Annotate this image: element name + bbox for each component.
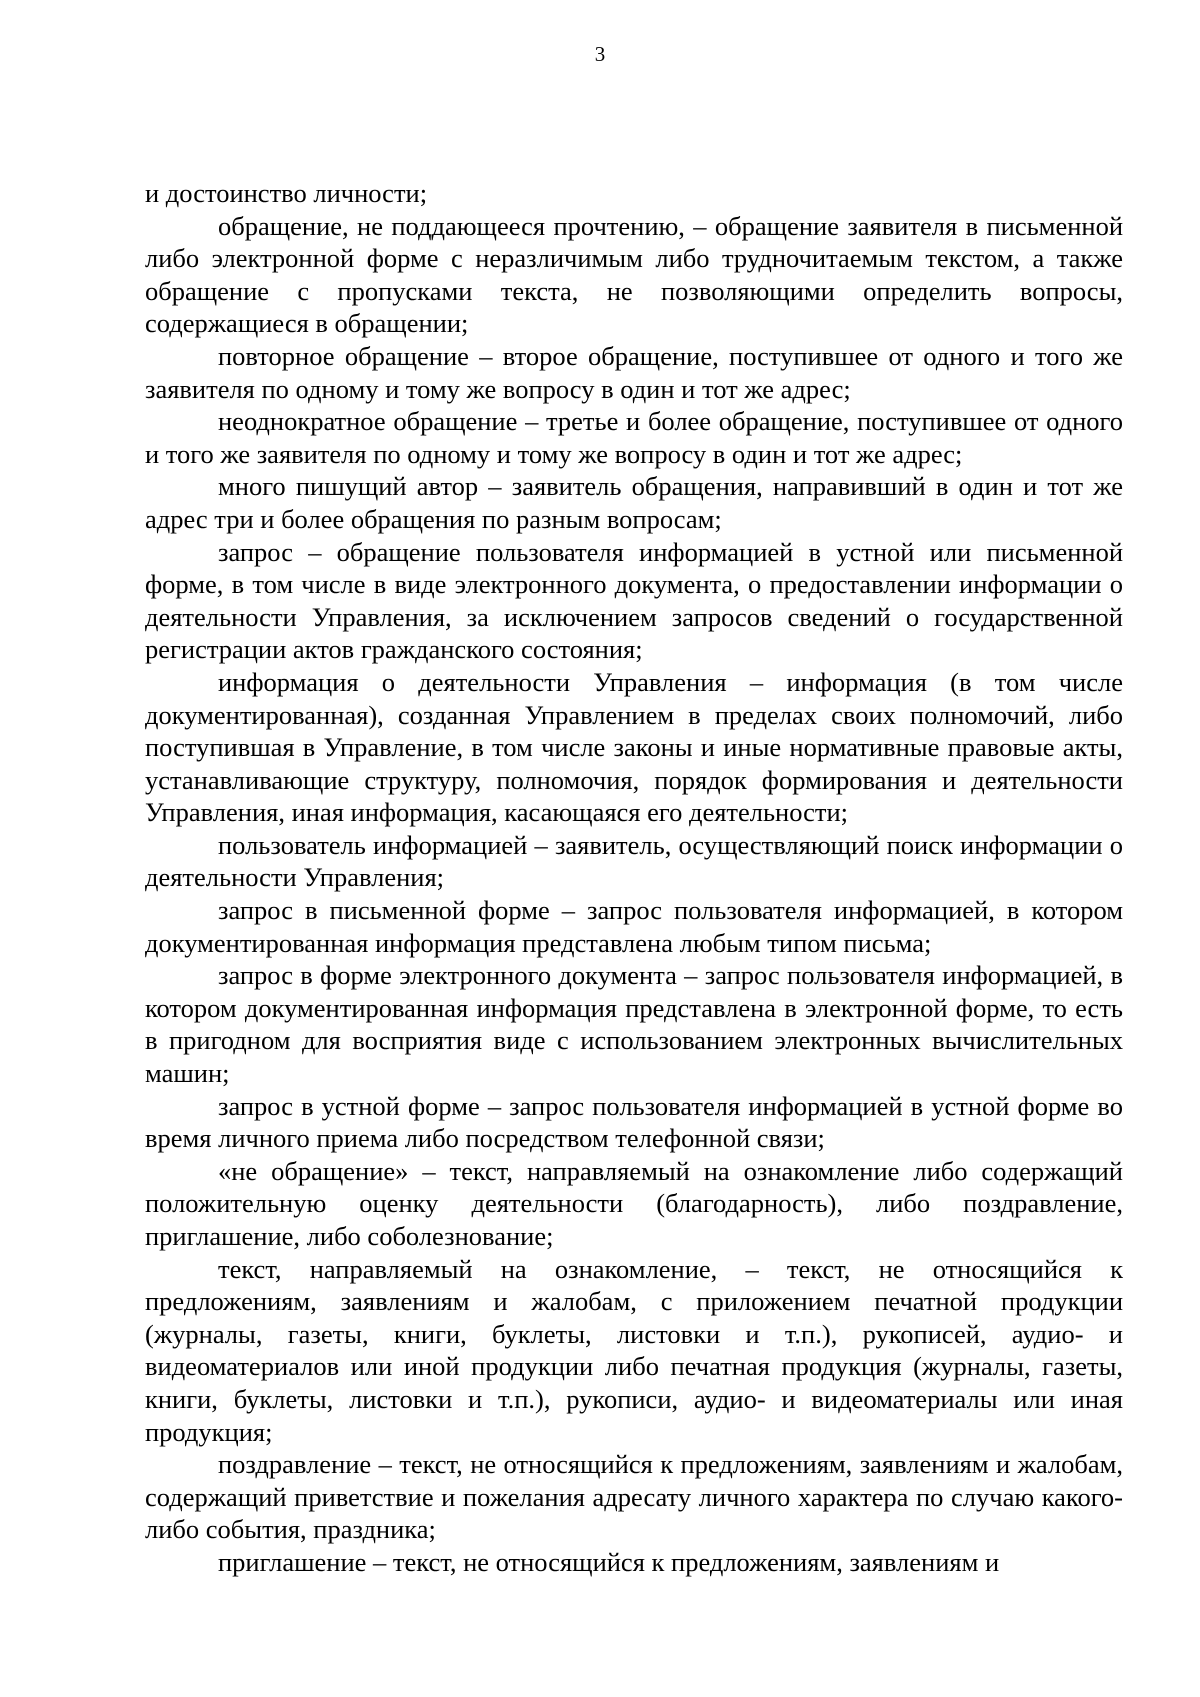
paragraph-multiple-appeal: неоднократное обращение – третье и более обращение, поступившее от одного и того же заявителя по одному и тому же вопросу в один и тот же адрес;	[145, 406, 1123, 469]
paragraph-prolific-author: много пишущий автор – заявитель обращения, направивший в один и тот же адрес три и более обращения по разным вопросам;	[145, 471, 1123, 534]
document-body	[145, 177, 1123, 1579]
paragraph-non-appeal: «не обращение» – текст, направляемый на ознакомление либо содержащий положительную оценку деятельности (благодарность), либо поздравление, приглашение, либо соболезнование;	[145, 1155, 1123, 1251]
paragraph-invitation: приглашение – текст, не относящийся к предложениям, заявлениям и	[218, 1546, 1000, 1577]
paragraph-activity-information: информация о деятельности Управления – информация (в том числе документированная), созданная Управлением в пределах своих полномочий, либо поступившая в Управление, в том числе законы и иные нормативные правовые акты, устанавливающие структуру, полномочия, порядок формирования и деятельности Управления, иная информация, касающаяся его деятельности;	[145, 666, 1123, 828]
paragraph-oral-request: запрос в устной форме – запрос пользователя информацией в устной форме во время личного приема либо посредством телефонной связи;	[145, 1090, 1123, 1154]
paragraph-repeated-appeal: повторное обращение – второе обращение, поступившее от одного и того же заявителя по одному и тому же вопросу в один и тот же адрес;	[145, 340, 1123, 404]
paragraph-electronic-request: запрос в форме электронного документа – запрос пользователя информацией, в котором документированная информация представлена в электронной форме, то есть в пригодном для восприятия виде с использованием электронных вычислительных машин;	[145, 960, 1123, 1089]
paragraph-unreadable-appeal: обращение, не поддающееся прочтению, – обращение заявителя в письменной либо электронной форме с неразличимым либо трудночитаемым текстом, а также обращение с пропусками текста, не позволяющими определить вопросы, содержащиеся в обращении;	[145, 210, 1123, 339]
paragraph-continuation: и достоинство личности;	[145, 178, 428, 208]
page-number: 3	[594, 42, 606, 66]
paragraph-written-request: запрос в письменной форме – запрос пользователя информацией, в котором документированная информация представлена любым типом письма;	[145, 895, 1123, 958]
paragraph-request: запрос – обращение пользователя информацией в устной или письменной форме, в том числе в виде электронного документа, о предоставлении информации о деятельности Управления, за исключением запросов сведений о государственной регистрации актов гражданского состояния;	[145, 536, 1123, 665]
paragraph-information-user: пользователь информацией – заявитель, осуществляющий поиск информации о деятельности Управления;	[145, 829, 1123, 893]
paragraph-congratulation: поздравление – текст, не относящийся к предложениям, заявлениям и жалобам, содержащий приветствие и пожелания адресату личного характера по случаю какого-либо события, праздника;	[145, 1449, 1123, 1545]
paragraph-informational-text: текст, направляемый на ознакомление, – текст, не относящийся к предложениям, заявлениям и жалобам, с приложением печатной продукции (журналы, газеты, книги, буклеты, листовки и т.п.), рукописей, аудио- и видеоматериалов или иной продукции либо печатная продукция (журналы, газеты, книги, буклеты, листовки и т.п.), рукописи, аудио- и видеоматериалы или иная продукция;	[145, 1253, 1123, 1447]
